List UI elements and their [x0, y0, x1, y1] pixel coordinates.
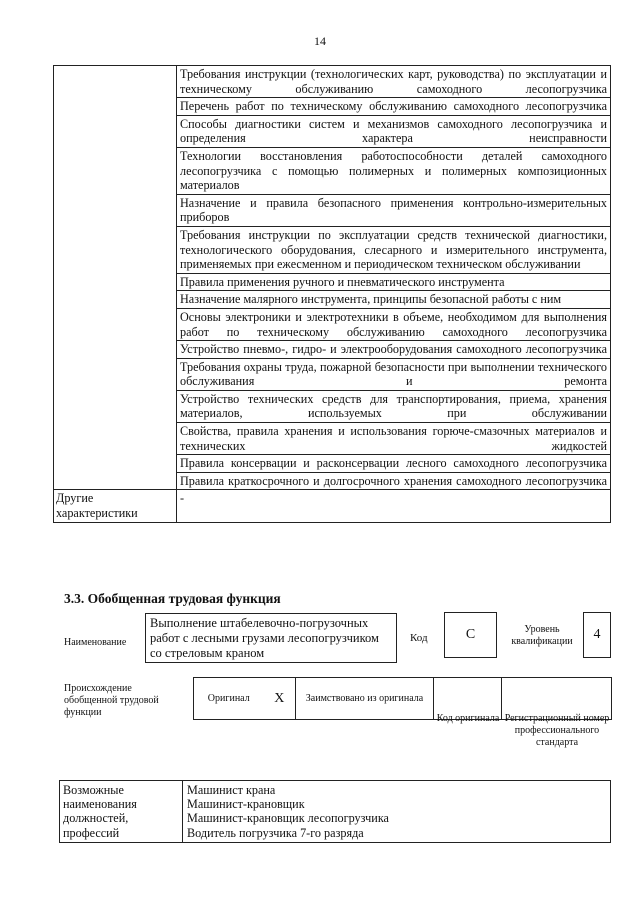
borrowed-label: Заимствовано из оригинала [296, 678, 434, 720]
profession-item: Машинист крана [187, 783, 276, 797]
origin-label: Происхождение обобщенной трудовой функции [64, 683, 159, 718]
reg-number-caption: Регистрационный номер профессионального стандарта [504, 713, 610, 748]
requirement-item: Устройство технических средств для транспортирования, приема, хранения материалов, используемых при обслуживании [177, 390, 611, 422]
professions-label: Возможные наименования должностей, профессий [60, 781, 183, 843]
original-mark: Х [264, 678, 296, 720]
section-title: 3.3. Обобщенная трудовая функция [64, 591, 281, 606]
requirement-item: Правила применения ручного и пневматического инструмента [177, 273, 611, 291]
requirement-item: Требования инструкции по эксплуатации средств технической диагностики, технологического оборудования, слесарного и измерительного инструмента, применяемых при ежесменном и периодическом техническом обслуживании [177, 226, 611, 273]
other-characteristics-value: - [177, 490, 611, 523]
requirement-item: Свойства, правила хранения и использования горюче-смазочных материалов и технических жидкостей [177, 423, 611, 455]
level-value-box: 4 [583, 612, 611, 658]
profession-item: Водитель погрузчика 7-го разряда [187, 825, 364, 840]
professions-table [59, 780, 611, 843]
profession-item: Машинист-крановщик [187, 797, 305, 812]
requirement-item: Технологии восстановления работоспособности деталей самоходного лесопогрузчика с помощью полимерных и полимерных композиционных материалов [177, 147, 611, 194]
requirement-item: Требования инструкции (технологических карт, руководства) по эксплуатации и техническому обслуживанию самоходного лесопогрузчика [177, 66, 611, 98]
origin-code-caption: Код оригинала [436, 713, 500, 724]
level-label: Уровень квалификации [511, 624, 573, 647]
other-characteristics-label: Другие характеристики [54, 490, 177, 523]
requirement-item: Основы электроники и электротехники в объеме, необходимом для выполнения работ по техническому обслуживанию самоходного лесопогрузчика [177, 308, 611, 340]
function-name-box: Выполнение штабелевочно-погрузочных работ с лесными грузами лесопогрузчиком со стреловым краном [145, 613, 397, 663]
page-number: 14 [314, 34, 326, 48]
requirement-item: Способы диагностики систем и механизмов самоходного лесопогрузчика и определения характера неисправности [177, 115, 611, 147]
name-label: Наименование [64, 637, 127, 648]
requirement-item: Назначение малярного инструмента, принципы безопасной работы с ним [177, 291, 611, 309]
requirement-item: Назначение и правила безопасного применения контрольно-измерительных приборов [177, 194, 611, 226]
requirement-item: Устройство пневмо-, гидро- и электрооборудования самоходного лесопогрузчика [177, 341, 611, 359]
requirements-table [53, 65, 611, 523]
professions-list [183, 781, 611, 843]
code-label: Код [410, 632, 428, 644]
profession-item: Машинист-крановщик лесопогрузчика [187, 811, 389, 826]
requirement-item: Перечень работ по техническому обслуживанию самоходного лесопогрузчика [177, 98, 611, 116]
requirement-item: Требования охраны труда, пожарной безопасности при выполнении технического обслуживания и ремонта [177, 358, 611, 390]
requirement-item: Правила консервации и расконсервации лесного самоходного лесопогрузчика [177, 455, 611, 473]
code-value-box: С [444, 612, 497, 658]
requirement-item: Правила краткосрочного и долгосрочного хранения самоходного лесопогрузчика [177, 472, 611, 490]
requirements-left-cell [54, 66, 177, 490]
original-label: Оригинал [194, 678, 264, 720]
